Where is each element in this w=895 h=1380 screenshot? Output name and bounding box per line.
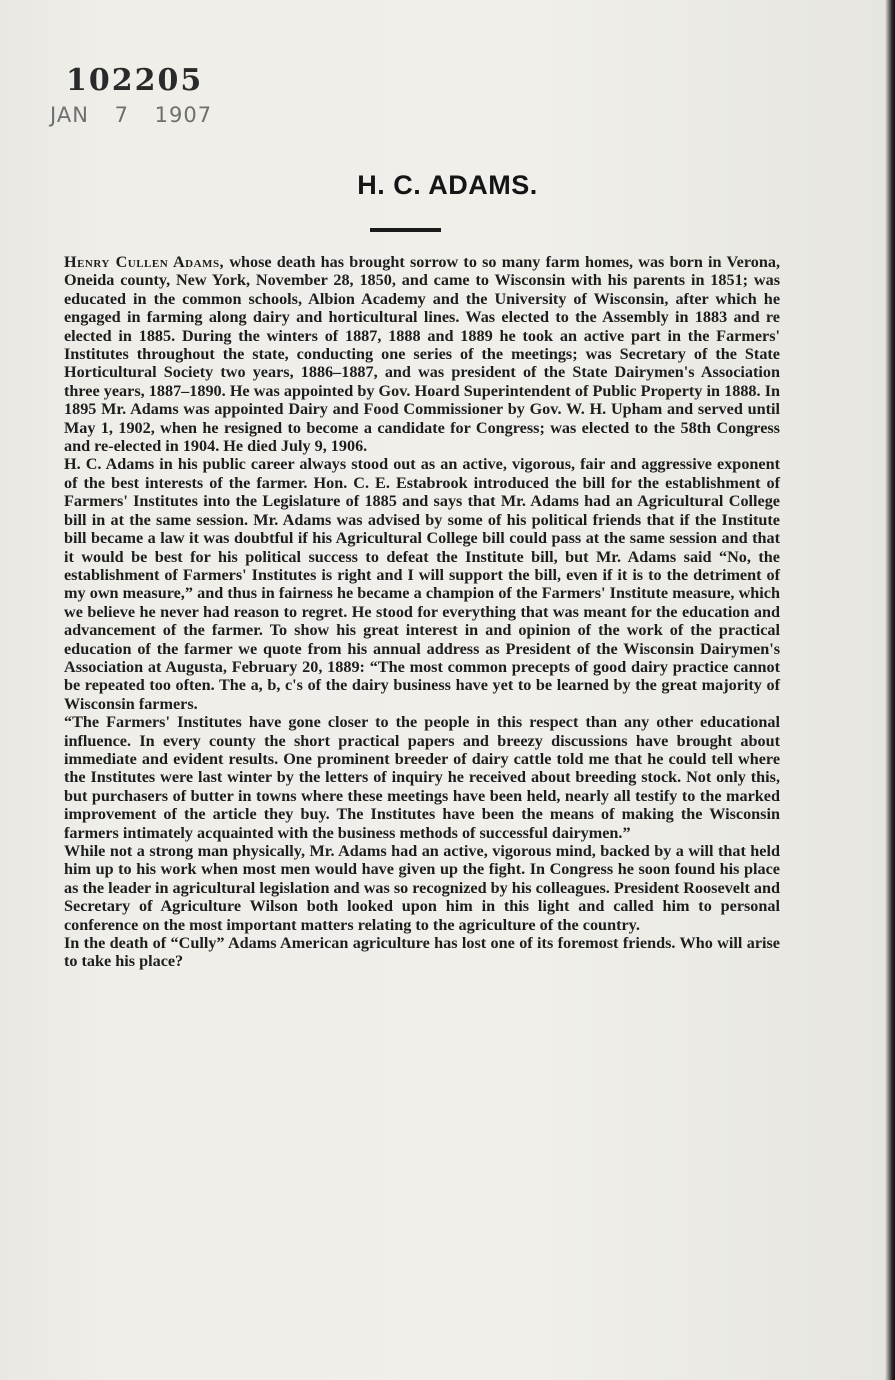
article-body [64,253,780,971]
paragraph-3: “The Farmers' Institutes have gone closer to the people in this respect than any other educational influence. In every county the short practical papers and breezy discussions have brought about immediate and evident results. One prominent breeder of dairy cattle told me that he could tell where the Institutes were last winter by the letters of inquiry he received about breeding stock. Not only this, but purchasers of butter in towns where these meetings have been held, nearly all testify to the marked improvement of the article they buy. The Institutes have been the means of making the Wisconsin farmers intimately acquainted with the business methods of successful dairymen.” [64,713,780,842]
page-edge-shadow [885,0,895,1380]
paragraph-2: H. C. Adams in his public career always stood out as an active, vigorous, fair and aggressive exponent of the best interests of the farmer. Hon. C. E. Estabrook introduced the bill for the establishment of Farmers' Institutes into the Legislature of 1885 and says that Mr. Adams had an Agricultural College bill in at the same session. Mr. Adams was advised by some of his political friends that if the Institute bill became a law it was doubtful if his Agricultural College bill could pass at the same session and that it would be best for his political success to defeat the Institute bill, but Mr. Adams said “No, the establishment of Farmers' Institutes is right and I will support the bill, even if it is to the detriment of my own measure,” and thus in fairness he became a champion of the Farmers' Institute measure, which we believe he never had reason to regret. He stood for everything that was meant for the education and advancement of the farmer. To show his great interest in and opinion of the work of the practical education of the farmer we quote from his annual address as President of the Wisconsin Dairymen's Association at Augusta, February 20, 1889: “The most common precepts of good dairy practice cannot be repeated too often. The a, b, c's of the dairy business have yet to be learned by the great majority of Wisconsin farmers. [64,455,780,713]
paragraph-1-text: whose death has brought sorrow to so many farm homes, was born in Verona, Oneida county, New York, November 28, 1850, and came to Wisconsin with his parents in 1851; was educated in the common schools, Albion Academy and the University of Wisconsin, after which he engaged in farming along dairy and horticultural lines. Was elected to the Assembly in 1883 and re elected in 1885. During the winters of 1887, 1888 and 1889 he took an active part in the Farmers' Institutes throughout the state, conducting one series of the meetings; was Secretary of the State Horticultural Society two years, 1886–1887, and was president of the State Dairymen's Association three years, 1887–1890. He was appointed by Gov. Hoard Superintendent of Public Property in 1888. In 1895 Mr. Adams was appointed Dairy and Food Commissioner by Gov. W. H. Upham and served until May 1, 1902, when he resigned to become a candidate for Congress; was elected to the 58th Congress and re-elected in 1904. He died July 9, 1906. [64,253,780,456]
lead-name: Henry Cullen Adams, [64,253,225,271]
accession-number: 102205 [66,63,204,98]
page-title: H. C. ADAMS. [357,170,538,200]
title-rule [370,228,441,232]
paragraph-4: While not a strong man physically, Mr. Adams had an active, vigorous mind, backed by a will that held him up to his work when most men would have given up the fight. In Congress he soon found his place as the leader in agricultural legislation and was so recognized by his colleagues. President Roosevelt and Secretary of Agriculture Wilson both looked upon him in this light and called him to personal conference on the most important matters relating to the agriculture of the country. [64,842,780,934]
accession-date: JAN 7 1907 [50,103,213,127]
paragraph-5: In the death of “Cully” Adams American agriculture has lost one of its foremost friends. Who will arise to take his place? [64,934,780,971]
paragraph-1 [64,253,780,455]
accession-stamp [48,62,248,130]
